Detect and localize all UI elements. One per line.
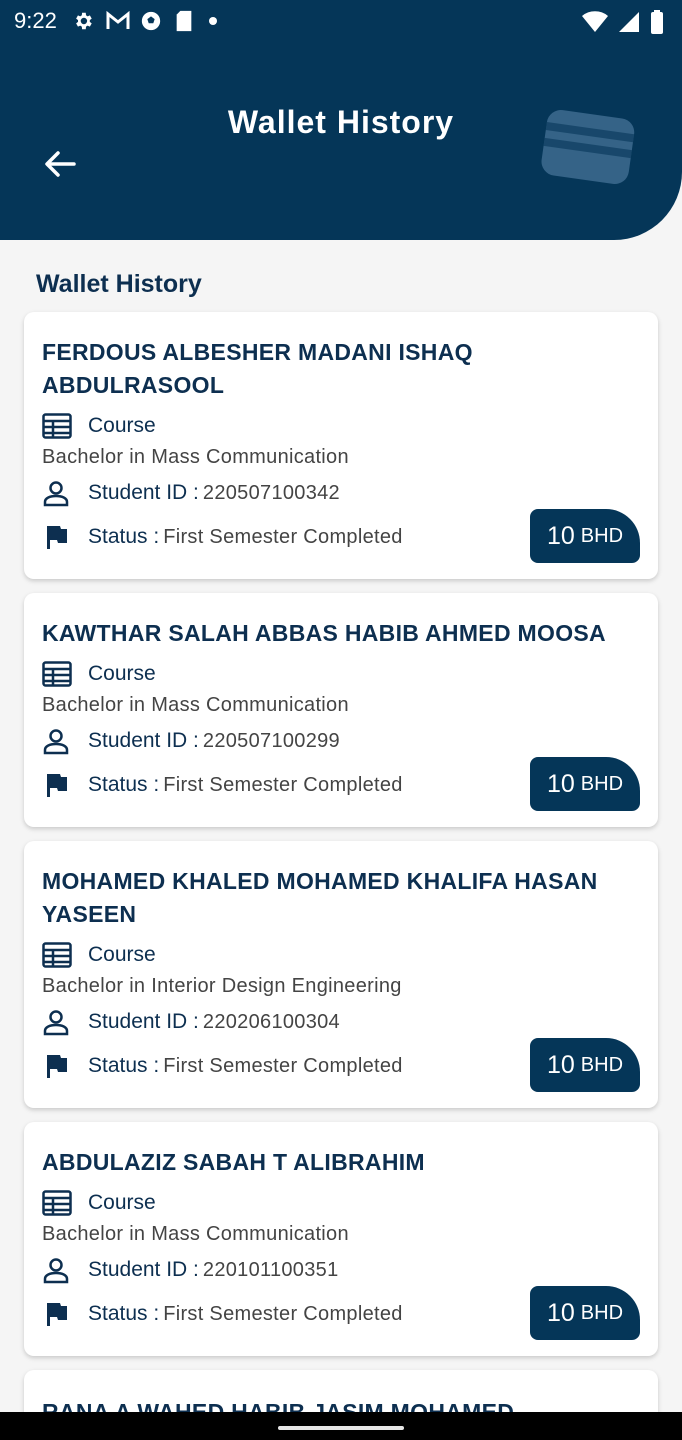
course-label: Course [88,943,156,966]
amount-currency: BHD [580,1053,624,1076]
amount-currency: BHD [580,1301,624,1324]
system-icons [582,10,664,39]
cell-signal-icon [618,11,640,38]
soccer-ball-icon [140,10,162,32]
page-title: Wallet History [227,104,455,140]
student-id-label: Student ID : [88,481,199,504]
amount-value: 10 [546,1050,575,1079]
course-row [42,941,640,969]
status-label: Status : [88,1054,160,1077]
section-title: Wallet History [36,270,202,298]
amount-value: 10 [546,769,575,798]
status-label: Status : [88,1302,160,1325]
student-id-value: 220206100304 [202,1010,340,1033]
wallet-icon [538,104,638,188]
person-icon [42,1256,74,1284]
amount-badge [530,509,640,563]
student-id-row [42,1008,640,1036]
program-name: Bachelor in Mass Communication [42,694,349,716]
course-label: Course [88,662,156,685]
student-name: FERDOUS ALBESHER MADANI ISHAQ ABDULRASOOL [42,339,473,398]
status-time: 9:22 [14,8,57,33]
history-card[interactable] [24,593,658,827]
person-icon [42,479,74,507]
status-value: First Semester Completed [163,1054,403,1077]
student-name: ABDULAZIZ SABAH T ALIBRAHIM [42,1149,425,1175]
history-card[interactable] [24,841,658,1108]
wifi-icon [582,11,608,38]
back-button[interactable] [38,142,82,186]
status-value: First Semester Completed [163,1302,403,1325]
course-label: Course [88,414,156,437]
student-id-label: Student ID : [88,1258,199,1281]
history-card[interactable] [24,312,658,579]
student-id-row [42,1256,640,1284]
home-gesture-handle[interactable] [278,1426,404,1430]
student-id-value: 220507100342 [202,481,340,504]
person-icon [42,1008,74,1036]
dot-icon [208,10,230,32]
student-name: MOHAMED KHALED MOHAMED KHALIFA HASAN YASEEN [42,868,598,927]
status-label: Status : [88,773,160,796]
app-header [0,42,682,240]
amount-badge [530,757,640,811]
flag-icon [42,1300,74,1328]
course-row [42,1189,640,1217]
flag-icon [42,523,74,551]
status-label: Status : [88,525,160,548]
status-bar [0,0,682,42]
program-name: Bachelor in Mass Communication [42,446,349,468]
course-label: Course [88,1191,156,1214]
notification-icons [72,10,230,32]
wallet-history-list [24,312,658,1440]
student-id-value: 220101100351 [202,1258,339,1281]
student-id-label: Student ID : [88,729,199,752]
course-table-icon [42,1189,74,1217]
history-card[interactable] [24,1122,658,1356]
sd-card-icon [174,10,196,32]
person-icon [42,727,74,755]
amount-currency: BHD [580,524,624,547]
student-id-row [42,727,640,755]
course-row [42,660,640,688]
course-row [42,412,640,440]
student-name: KAWTHAR SALAH ABBAS HABIB AHMED MOOSA [42,620,606,646]
program-name: Bachelor in Interior Design Engineering [42,975,402,997]
status-value: First Semester Completed [163,773,403,796]
amount-badge [530,1038,640,1092]
amount-value: 10 [546,1298,575,1327]
amount-badge [530,1286,640,1340]
flag-icon [42,1052,74,1080]
student-id-value: 220507100299 [202,729,340,752]
arrow-left-icon [44,150,76,178]
settings-icon [72,10,94,32]
course-table-icon [42,660,74,688]
course-table-icon [42,412,74,440]
program-name: Bachelor in Mass Communication [42,1223,349,1245]
flag-icon [42,771,74,799]
gmail-icon [106,10,128,32]
status-value: First Semester Completed [163,525,403,548]
student-id-row [42,479,640,507]
battery-icon [650,10,664,39]
amount-currency: BHD [580,772,624,795]
system-nav-bar [0,1412,682,1440]
student-id-label: Student ID : [88,1010,199,1033]
amount-value: 10 [546,521,575,550]
course-table-icon [42,941,74,969]
